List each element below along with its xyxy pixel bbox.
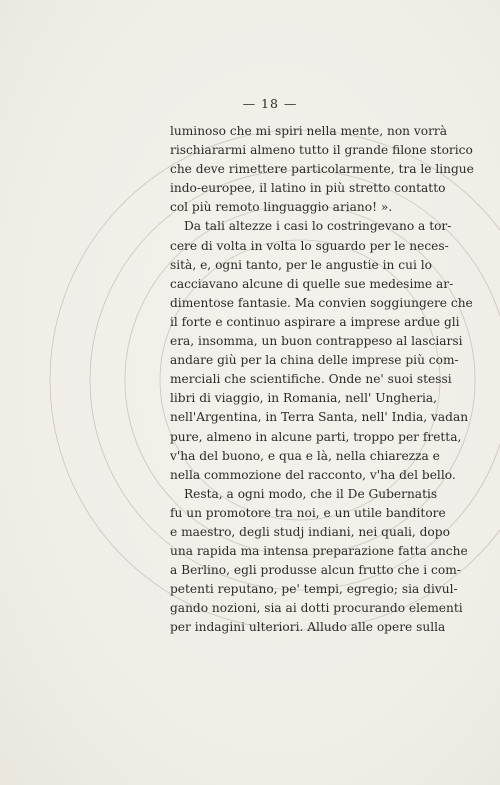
text-line: che deve rimettere particolarmente, tra le lingue xyxy=(170,162,474,177)
text-line: il forte e continuo aspirare a imprese ardue gli xyxy=(170,314,460,329)
text-line: merciali che scientifiche. Onde ne' suoi stessi xyxy=(170,372,452,387)
text-line: una rapida ma intensa preparazione fatta anche xyxy=(170,544,468,559)
text-line: cere di volta in volta lo sguardo per le neces- xyxy=(170,238,449,253)
text-line: e maestro, degli studj indiani, nei quali, dopo xyxy=(170,524,450,539)
text-line: dimentose fantasie. Ma convien soggiungere che xyxy=(170,295,473,310)
text-line: sità, e, ogni tanto, per le angustie in cui lo xyxy=(170,257,432,272)
text-line: cacciavano alcune di quelle sue medesime ar- xyxy=(170,276,454,291)
text-line: era, insomma, un buon contrappeso al lasciarsi xyxy=(170,334,463,349)
text-line: col più remoto linguaggio ariano! ». xyxy=(170,200,393,215)
text-line: petenti reputano, pe' tempi, egregio; sia divul- xyxy=(170,582,458,597)
text-line: Da tali altezze i casi lo costringevano a tor- xyxy=(184,219,452,234)
text-line: indo-europee, il latino in più stretto contatto xyxy=(170,181,446,196)
text-line: libri di viaggio, in Romania, nell' Ungheria, xyxy=(170,391,438,406)
text-line: rischiararmi almeno tutto il grande filone storico xyxy=(170,143,473,158)
text-line: pure, almeno in alcune parti, troppo per fretta, xyxy=(170,429,462,444)
text-line: a Berlino, egli produsse alcun frutto che i com- xyxy=(170,563,461,578)
text-line: v'ha del buono, e qua e là, nella chiarezza e xyxy=(170,448,440,463)
text-line: per indagini ulteriori. Alludo alle opere sulla xyxy=(170,620,446,635)
text-line: gando nozioni, sia ai dotti procurando elementi xyxy=(170,601,463,616)
text-line: andare giù per la china delle imprese più com- xyxy=(170,353,459,368)
text-line: fu un promotore tra noi, e un utile banditore xyxy=(170,505,446,520)
text-line: nella commozione del racconto, v'ha del bello. xyxy=(170,467,456,482)
page-number: — 18 — xyxy=(242,96,298,111)
body-text xyxy=(170,122,474,638)
text-line: Resta, a ogni modo, che il De Gubernatis xyxy=(184,486,438,501)
text-line: luminoso che mi spiri nella mente, non vorrà xyxy=(170,124,448,138)
text-line: nell'Argentina, in Terra Santa, nell' India, vadan xyxy=(170,410,469,425)
